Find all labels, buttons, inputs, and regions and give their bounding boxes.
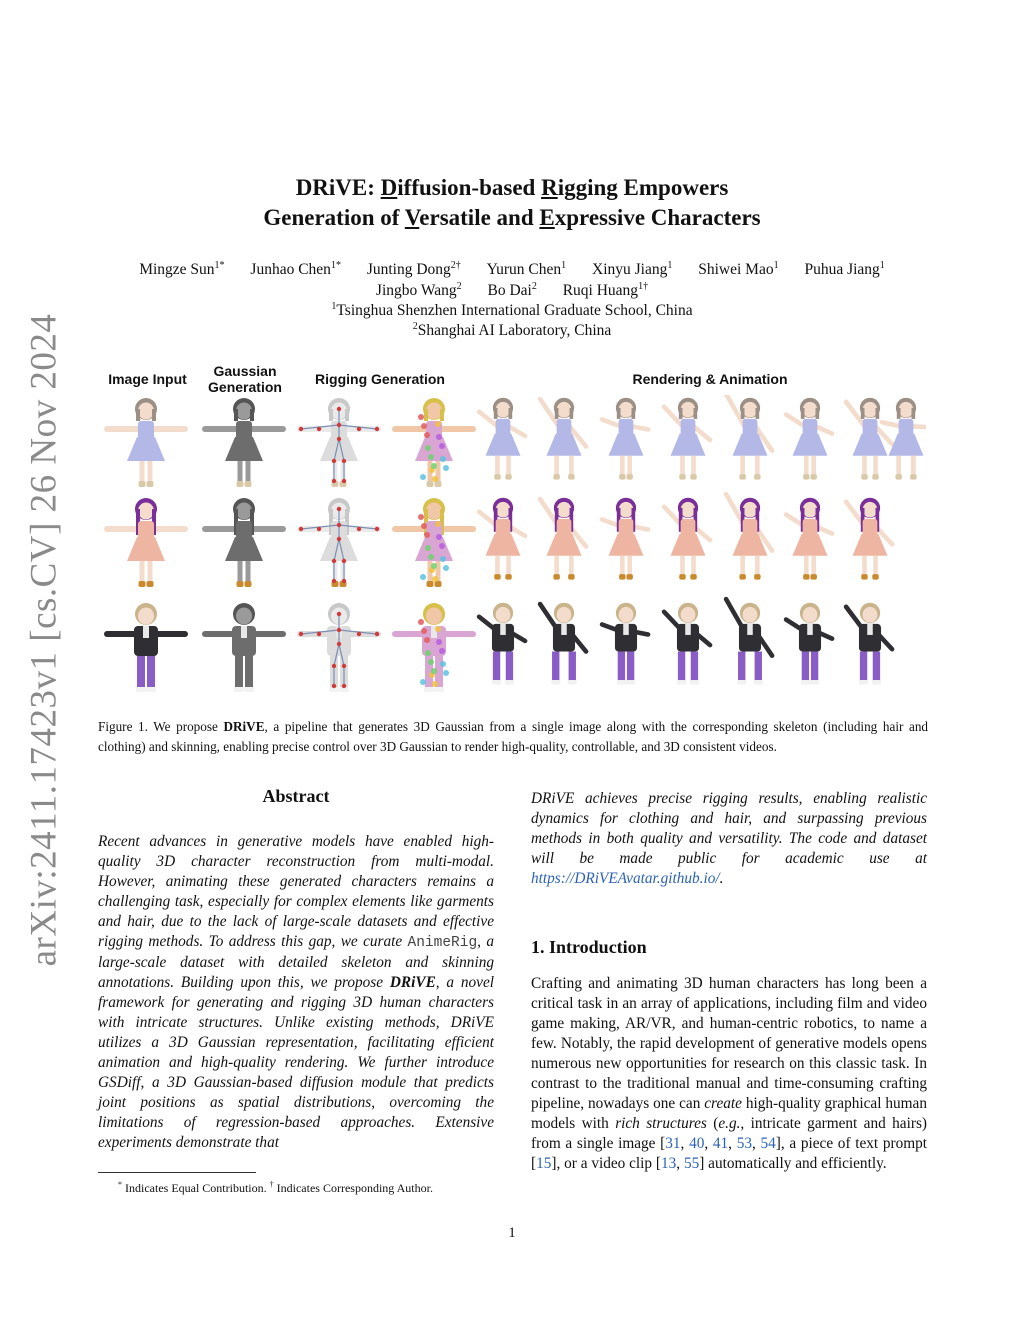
citation-link[interactable]: 41 <box>712 1135 729 1152</box>
citation-link[interactable]: 53 <box>736 1135 752 1152</box>
animated-character-0-1 <box>540 398 586 480</box>
animated-character-0-3 <box>664 398 710 480</box>
teaser-character-2-3 <box>392 603 476 692</box>
animated-character-2-0 <box>479 603 525 685</box>
animated-character-1-1 <box>540 498 586 580</box>
teaser-character-1-0 <box>104 498 188 587</box>
project-url-link[interactable]: https://DRiVEAvatar.github.io/ <box>531 870 720 887</box>
col-header-rendering: Rendering & Animation <box>632 371 788 387</box>
citation-link[interactable]: 13 <box>661 1155 677 1172</box>
animated-character-2-2 <box>602 603 648 685</box>
citation-link[interactable]: 54 <box>760 1135 776 1152</box>
author-list-row-1 <box>0 260 1024 279</box>
teaser-character-2-0 <box>104 603 188 692</box>
teaser-character-2-1 <box>202 603 286 692</box>
teaser-character-0-3 <box>392 398 476 487</box>
animated-character-2-4 <box>726 599 772 685</box>
col-header-rigging: Rigging Generation <box>315 371 445 387</box>
citation-link[interactable]: 55 <box>683 1155 700 1172</box>
abstract-continued: DRiVE achieves precise rigging results, enabling realistic dynamics for clothing and hair, and surpassing previous methods in both quality and versatility. The code and dataset will be made public for academic use at https://DRiVEAvatar.github.io/. <box>531 790 927 887</box>
author: Mingze Sun$^{1*}$ <box>139 260 225 279</box>
animated-character-0-6 <box>846 398 892 480</box>
animated-character-0-4 <box>726 395 772 480</box>
animated-character-2-3 <box>664 603 710 685</box>
figure-caption: Figure 1. We propose DRiVE, a pipeline that generates 3D Gaussian from a single image along with the corresponding skeleton (including hair and clothing) and skinning, enabling precise control over 3D Gaussian to render high-quality, controllable, and 3D consistent videos. <box>98 719 929 754</box>
footnote-rule <box>98 1172 256 1173</box>
arxiv-stamp: arXiv:2411.17423v1 [cs.CV] 26 Nov 2024 <box>23 313 65 967</box>
citation-link[interactable]: 40 <box>689 1135 705 1152</box>
affiliation: $^1$Tsinghua Shenzhen International Graduate School, China <box>331 301 693 320</box>
author: Bo Dai$^2$ <box>487 281 537 300</box>
col-header-image-input: Image Input <box>108 371 187 387</box>
abstract-heading: Abstract <box>262 786 330 806</box>
introduction-heading: 1. Introduction <box>531 937 647 957</box>
teaser-character-2-2 <box>297 603 381 692</box>
col-header-gaussian: Gaussian Generation <box>208 363 282 395</box>
animated-character-1-0 <box>479 498 525 580</box>
author: Xinyu Jiang$^1$ <box>592 260 673 279</box>
author: Shiwei Mao$^1$ <box>698 260 779 279</box>
animated-character-1-4 <box>726 494 772 580</box>
paper-title: DRiVE: Diffusion-based Rigging Empowers Generation of Versatile and Expressive Characters <box>263 175 761 230</box>
teaser-character-0-1 <box>202 398 286 487</box>
author: Ruqi Huang$^{1\dagger}$ <box>562 281 649 300</box>
animated-character-2-6 <box>846 603 892 685</box>
author-list-row-2 <box>0 281 1024 300</box>
animated-character-0-5 <box>786 398 832 480</box>
animated-character-1-6 <box>846 498 892 580</box>
citation-link[interactable]: 15 <box>536 1155 552 1172</box>
citation-link[interactable]: 31 <box>665 1135 681 1152</box>
author: Yurun Chen$^1$ <box>486 260 567 279</box>
animated-character-1-3 <box>664 498 710 580</box>
author: Jingbo Wang$^2$ <box>375 281 462 300</box>
teaser-figure <box>98 395 926 701</box>
animated-character-2-1 <box>540 603 586 685</box>
animated-character-0-2 <box>602 398 648 480</box>
author: Junting Dong$^{2\dagger}$ <box>366 260 461 279</box>
animated-character-1-2 <box>602 498 648 580</box>
animated-character-1-5 <box>786 498 832 580</box>
page-number: 1 <box>508 1225 516 1241</box>
teaser-character-1-3 <box>392 498 476 587</box>
teaser-character-1-1 <box>202 498 286 587</box>
author: Junhao Chen$^{1*}$ <box>250 260 341 279</box>
teaser-character-0-0 <box>104 398 188 487</box>
animated-character-2-5 <box>786 603 832 685</box>
footnote: * Indicates Equal Contribution. † Indicates Corresponding Author. <box>118 1180 433 1195</box>
teaser-character-1-2 <box>297 498 381 587</box>
affiliation: $^2$Shanghai AI Laboratory, China <box>412 321 612 340</box>
author: Puhua Jiang$^1$ <box>804 260 885 279</box>
animated-character-0-0 <box>479 398 525 480</box>
introduction-body: Crafting and animating 3D human characters has long been a critical task in an array of applications, including film and video game making, AR/VR, and human-centric robotics, to name a few. Notably, the rapid development of generative models opens numerous new opportunities for research on this classic task. In contrast to the traditional manual and time-consuming crafting pipeline, nowadays one can create high-quality graphical human models with rich structures (e.g., intricate garment and hairs) from a single image [31, 40, 41, 53, 54], a piece of text prompt [15], or a video clip [13, 55] automatically and efficiently. <box>531 975 928 1172</box>
teaser-character-0-2 <box>297 398 381 487</box>
abstract-body: Recent advances in generative models have enabled high-quality 3D character reconstruction from multi-modal. However, animating these generated characters remains a challenging task, especially for complex elements like garments and hair, due to the lack of large-scale datasets and effective rigging methods. To address this gap, we curate AnimeRig, a large-scale dataset with detailed skeleton and skinning annotations. Building upon this, we propose DRiVE, a novel framework for generating and rigging 3D human characters with intricate structures. Unlike existing methods, DRiVE utilizes a 3D Gaussian representation, facilitating efficient animation and high-quality rendering. We further introduce GSDiff, a 3D Gaussian-based diffusion module that predicts joint positions as spatial distributions, overcoming the limitations of regression-based approaches. Extensive experiments demonstrate that <box>98 833 495 1151</box>
